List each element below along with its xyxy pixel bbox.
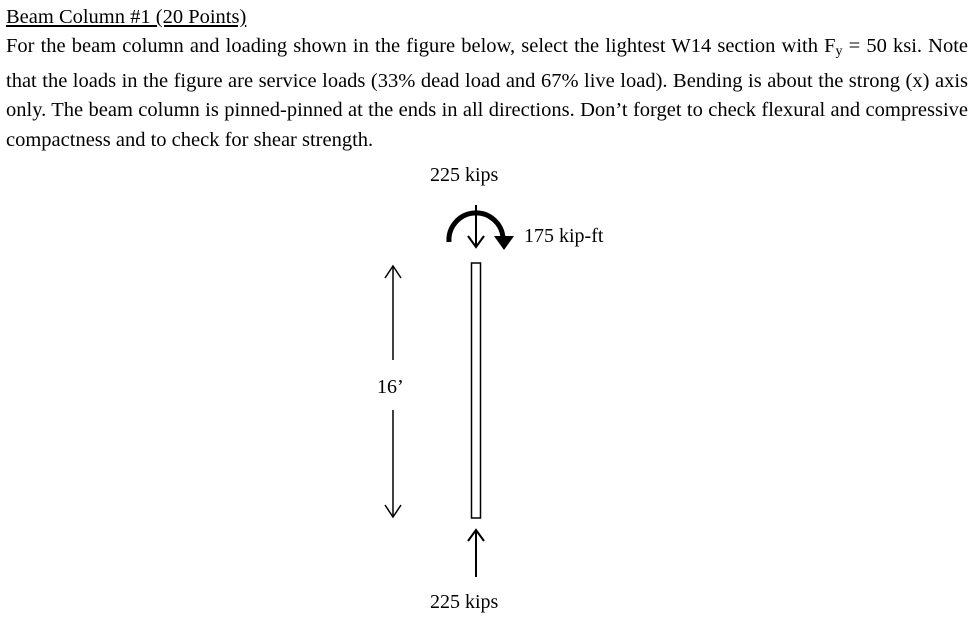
- statement-text-part1: For the beam column and loading shown in the figure below, select the lightest W14 section with F: [6, 35, 836, 57]
- bottom-load-label: 225 kips: [430, 591, 499, 613]
- top-load-label: 225 kips: [430, 164, 499, 186]
- statement-text-part2: = 50 ksi. Note that the loads in the figure are service loads (33% dead load and 67% live load). Bending is about the strong (x) axis only. The beam column is pinned-pinned at the ends in all directions. Don’t forget to check flexural and compressive compactness and to check for shear strength.: [6, 35, 968, 151]
- beam-column-member: [472, 263, 481, 518]
- problem-title: Beam Column #1 (20 Points): [6, 6, 247, 28]
- moment-label: 175 kip-ft: [524, 225, 604, 247]
- fy-subscript: y: [835, 44, 843, 59]
- top-axial-load-arrow: [468, 205, 484, 247]
- length-label: 16’: [377, 376, 404, 398]
- length-dimension-line: [385, 266, 401, 517]
- problem-statement: [6, 32, 968, 155]
- bottom-axial-load-arrow: [468, 530, 484, 577]
- applied-moment-arrow: [449, 213, 514, 250]
- problem-block: [6, 3, 968, 155]
